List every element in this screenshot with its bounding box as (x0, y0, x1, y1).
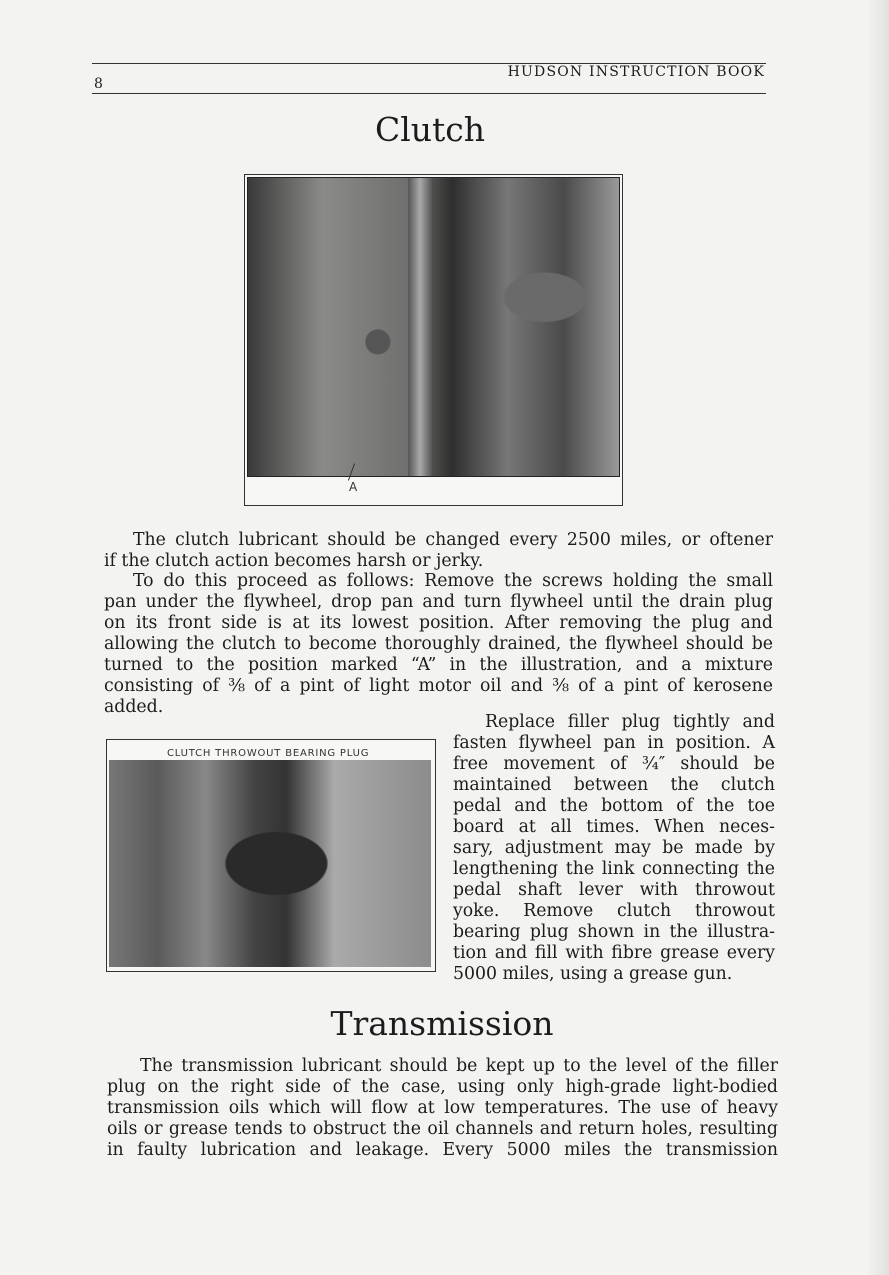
text-line: turned to the position marked “A” in the illustration, and a mixture (104, 655, 773, 675)
header-rule-bottom (92, 93, 766, 94)
text-line: added. (104, 697, 164, 717)
figure-caption: CLUTCH THROWOUT BEARING PLUG (167, 748, 370, 759)
section-title-transmission: Transmission (330, 1004, 554, 1043)
text-line: 5000 miles, using a grease gun. (453, 964, 733, 984)
text-line: The transmission lubricant should be kept up to the level of the filler (140, 1056, 778, 1076)
text-line: pedal and the bottom of the toe (453, 796, 775, 816)
clutch-figure (244, 174, 623, 506)
text-line: oils or grease tends to obstruct the oil channels and return holes, resulting (107, 1119, 778, 1139)
text-line: lengthening the link connecting the (453, 859, 775, 879)
throwout-bearing-photo (109, 760, 431, 967)
page-edge-shadow (867, 0, 889, 1275)
text-line: board at all times. When neces- (453, 817, 775, 837)
figure-label-a: A (349, 480, 359, 494)
text-line: sary, adjustment may be made by (453, 838, 775, 858)
text-line: The clutch lubricant should be changed every 2500 miles, or oftener (133, 530, 773, 550)
text-line: pan under the flywheel, drop pan and turn flywheel until the drain plug (104, 592, 773, 612)
throwout-bearing-figure (106, 739, 436, 972)
clutch-photo (247, 177, 620, 477)
text-line: bearing plug shown in the illustra- (453, 922, 775, 942)
text-line: on its front side is at its lowest position. After removing the plug and (104, 613, 773, 633)
text-line: fasten flywheel pan in position. A (453, 733, 775, 753)
clutch-shaft (408, 178, 432, 476)
running-head: HUDSON INSTRUCTION BOOK (507, 64, 765, 80)
text-line: maintained between the clutch (453, 775, 775, 795)
text-line: consisting of ⅜ of a pint of light motor oil and ⅜ of a pint of kerosene (104, 676, 773, 696)
text-line: if the clutch action becomes harsh or jerky. (104, 551, 484, 571)
text-line: plug on the right side of the case, using only high-grade light-bodied (107, 1077, 778, 1097)
text-line: in faulty lubrication and leakage. Every 5000 miles the transmission (107, 1140, 778, 1160)
text-line: pedal shaft lever with throwout (453, 880, 775, 900)
text-line: tion and fill with fibre grease every (453, 943, 775, 963)
page-number: 8 (94, 76, 103, 92)
text-line: allowing the clutch to become thoroughly drained, the flywheel should be (104, 634, 773, 654)
section-title-clutch: Clutch (374, 110, 486, 149)
text-line: yoke. Remove clutch throwout (453, 901, 775, 921)
text-line: transmission oils which will flow at low temperatures. The use of heavy (107, 1098, 778, 1118)
text-line: Replace filler plug tightly and (485, 712, 775, 732)
text-line: free movement of ¾″ should be (453, 754, 775, 774)
text-line: To do this proceed as follows: Remove the screws holding the small (133, 571, 773, 591)
